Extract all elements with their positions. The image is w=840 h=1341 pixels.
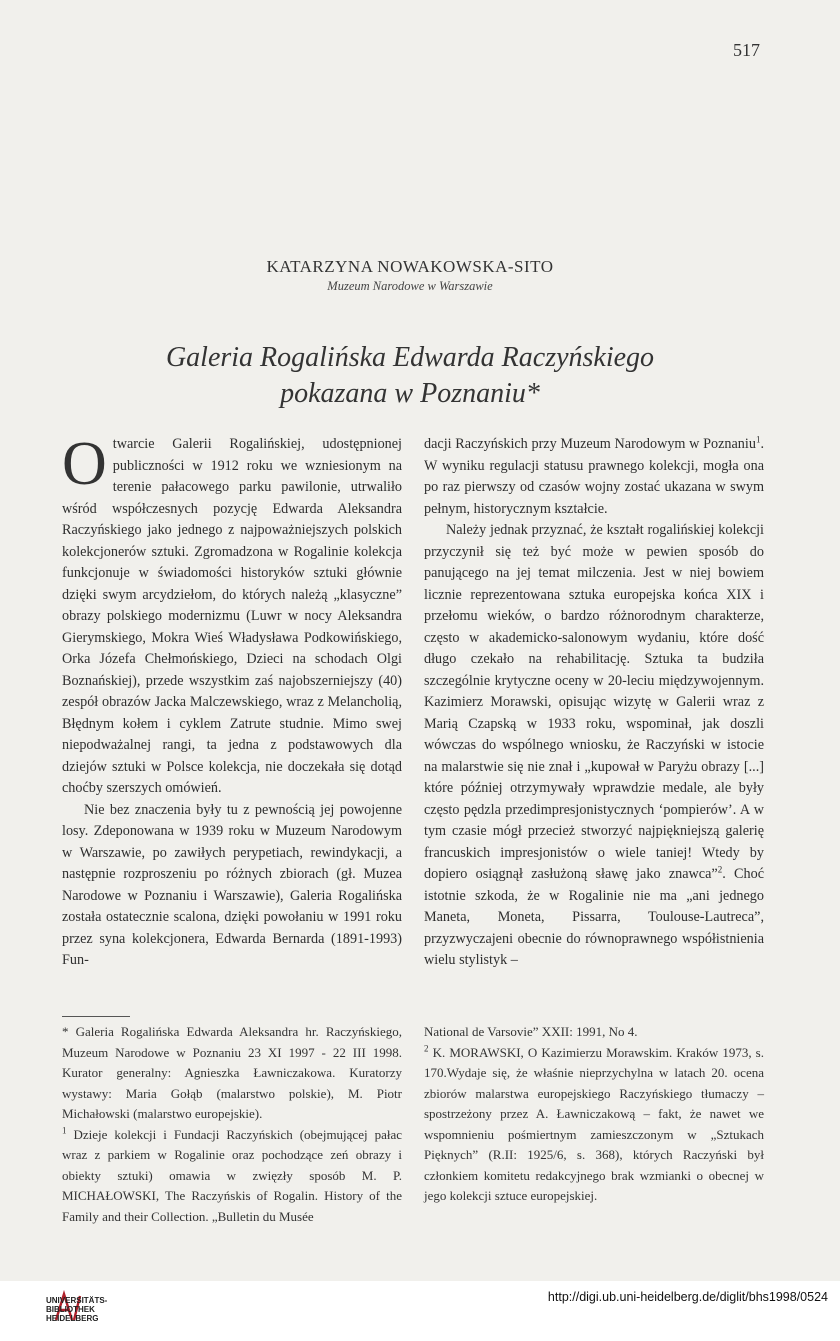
author-affiliation: Muzeum Narodowe w Warszawie [327, 279, 493, 293]
author-name: KATARZYNA NOWAKOWSKA-SITO [266, 257, 554, 276]
paragraph: dacji Raczyńskich przy Muzeum Narodowym w Poznaniu$^1$. W wyniku regulacji statusu prawnego kolekcji, mogła ona po raz pierwszy od czasów wojny zostać ukazana w swym pełnym, historycznym kształcie. [424, 434, 764, 517]
footnote-continuation: National de Varsovie” XXII: 1991, No 4. [424, 1024, 638, 1039]
footnote-divider [62, 1016, 130, 1017]
source-url[interactable]: http://digi.ub.uni-heidelberg.de/diglit/bhs1998/0524 [547, 1290, 828, 1304]
paragraph: Nie bez znaczenia były tu z pewnością jej powojenne losy. Zdeponowana w 1939 roku w Muzeum Narodowym w Warszawie, po zawiłych perypetiach, rewindykacji, a następnie rozproszeniu po różnych zbiorach (gł. Muzea Narodowe w Poznaniu i Warszawie), Galeria Rogalińska została ostatecznie scalona, dzięki powołaniu w 1991 roku przez syna kolekcjonera, Edwarda Bernarda (1891-1993) Fun- [62, 801, 402, 968]
body-column-right [424, 434, 764, 972]
body-column-left [62, 430, 402, 972]
library-logo-text: UNIVERSITÄTS- BIBLIOTHEK HEIDELBERG [46, 1296, 108, 1323]
footnote: $^2$ K. MORAWSKI, O Kazimierzu Morawskim. Kraków 1973, s. 170.Wydaje się, że właśnie nieprzychylna w latach 20. ocena zbiorów malarstwa europejskiego Raczyńskiego tłumaczy – spostrzeżony przez A. Ławniczakową – fakt, że nawet we wspomnieniu pośmiertnym zamieszczonym w „Sztukach Pięknych” (R.II: 1925/6, s. 368), których Raczyński był członkiem komitetu redakcyjnego brak wzmianki o obecnej w jego kolekcji sztuce europejskiej. [424, 1043, 764, 1203]
footnote-ref: 2 [717, 864, 723, 875]
title-line-1: Galeria Rogalińska Edwarda Raczyńskiego [165, 342, 655, 373]
drop-cap: O [62, 430, 107, 498]
paragraph: Otwarcie Galerii Rogalińskiej, udostępnionej publiczności w 1912 roku we wzniesionym na terenie pałacowego parku pawilonie, utrwaliło wśród współczesnych pozycję Edwarda Aleksandra Raczyńskiego jako jednego z najpoważniejszych polskich kolekcjonerów sztuki. Zgromadzona w Rogalinie kolekcja funkcjonuje w świadomości historyków sztuki głównie dzięki swym arcydziełom, do których należą „klasyczne” obrazy polskiego modernizmu (Luwr w nocy Aleksandra Gierymskiego, Mokra Wieś Władysława Podkowińskiego, Orka Józefa Chełmońskiego, Dzieci na schodach Olgi Boznańskiej), przede wszystkim zaś najobszerniejszy (40) zespół obrazów Jacka Malczewskiego, wraz z Melancholią, Błędnym kołem i cyklem Zatrute studnie. Mimo swej niepodważalnej rangi, ta jedna z podstawowych dla dziejów sztuki w Polsce kolekcja, nie doczekała się dotąd choćby szerszych omówień. [62, 430, 402, 796]
article-title [0, 340, 820, 412]
paragraph: Należy jednak przyznać, że kształt rogalińskiej kolekcji przyczynił się też być może w pewien sposób do panującego na jej temat milczenia. Jest w niej bowiem licznie reprezentowana sztuka europejska końca XIX i przełomu wieków, o bardzo różnorodnym charakterze, często w akademicko-salonowym wydaniu, które dość długo czekało na rehabilitację. Sztuka ta budziła szczególnie krytyczne oceny w 20-leciu międzywojennym. Kazimierz Morawski, opisując wizytę w Galerii wraz z Marią Czapską w 1933 roku, wspominał, jak doszli wówczas do wspólnego wniosku, że Raczyński w istocie na malarstwie się nie znał i „kupował w Paryżu obrazy [...] które później otrzymywały wprawdzie medale, ale były często pędzla przedimpresjonistycznych ‘pompierów’. A w tym czasie mógł przecież stworzyć najpiękniejszą galerię francuskich impresjonistów o wiele taniej! Wtedy by dopiero osiągnął zasłużoną sławę jako znawca”$^2$. Choć istotnie szkoda, że w Rogalinie nie ma „ani jednego Maneta, Moneta, Pissarra, Toulouse-Lautreca”, przyzwyczajeni obecnie do równoprawnego współistnienia wielu stylistyk – [424, 522, 764, 968]
title-line-2: pokazana w Poznaniu* [280, 378, 540, 409]
footnote: * Galeria Rogalińska Edwarda Aleksandra hr. Raczyńskiego, Muzeum Narodowe w Poznaniu 23 XI 1997 - 22 III 1998. Kurator generalny: Agnieszka Ławniczakowa. Kuratorzy wystawy: Maria Gołąb (malarstwo polskie), M. Piotr Michałowski (malarstwo europejskie). [62, 1024, 402, 1121]
footnotes-left [62, 1022, 402, 1227]
footnote: $^1$ Dzieje kolekcji i Fundacji Raczyńskich (obejmującej pałac wraz z parkiem w Rogalinie oraz pochodzące zeń obrazy i obiekty sztuki) omawia w zwięzły sposób M. P. MICHAŁOWSKI, The Raczyńskis of Rogalin. History of the Family and their Collection. „Bulletin du Musée [62, 1125, 402, 1224]
footnotes-right [424, 1022, 764, 1207]
page-number: 517 [733, 40, 760, 60]
footnote-ref: 1 [755, 434, 761, 445]
